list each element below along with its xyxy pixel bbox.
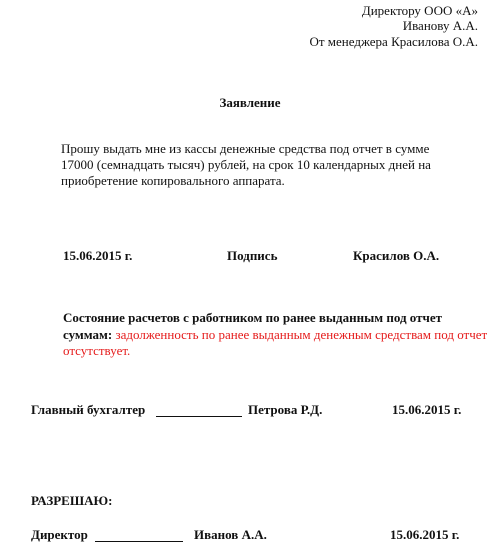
accountant-label: Главный бухгалтер — [31, 402, 146, 417]
accountant-name: Петрова Р.Д. — [248, 402, 323, 417]
signature-name: Красилов О.А. — [353, 248, 440, 263]
director-label: Директор — [31, 527, 88, 542]
director-signature-blank — [95, 527, 183, 542]
addressee-line: Директору ООО «А» — [361, 3, 478, 18]
director-name: Иванов А.А. — [194, 527, 267, 542]
request-text-line-2: 17000 (семнадцать тысяч) рублей, на срок 10 календарных дней на — [61, 157, 431, 172]
accountant-signature-blank — [156, 402, 242, 417]
approval-label: РАЗРЕШАЮ: — [31, 493, 113, 508]
addressee-name: Иванову А.А. — [402, 18, 478, 33]
signature-date: 15.06.2015 г. — [63, 248, 133, 263]
settlement-status-end: отсутствует. — [63, 343, 131, 358]
settlement-status: задолженность по ранее выданным денежным средствам под отчет — [115, 327, 488, 342]
sender-line: От менеджера Красилова О.А. — [309, 34, 478, 49]
document-title: Заявление — [219, 95, 281, 110]
request-text-line-3: приобретение копировального аппарата. — [61, 173, 285, 188]
settlement-line — [63, 327, 487, 343]
request-text-line-1: Прошу выдать мне из кассы денежные средства под отчет в сумме — [61, 141, 430, 156]
accountant-date: 15.06.2015 г. — [392, 402, 462, 417]
signature-label: Подпись — [227, 248, 278, 263]
settlement-prefix: суммам: — [63, 327, 113, 342]
settlement-heading: Состояние расчетов с работником по ранее выданным под отчет — [63, 310, 442, 325]
director-date: 15.06.2015 г. — [390, 527, 460, 542]
